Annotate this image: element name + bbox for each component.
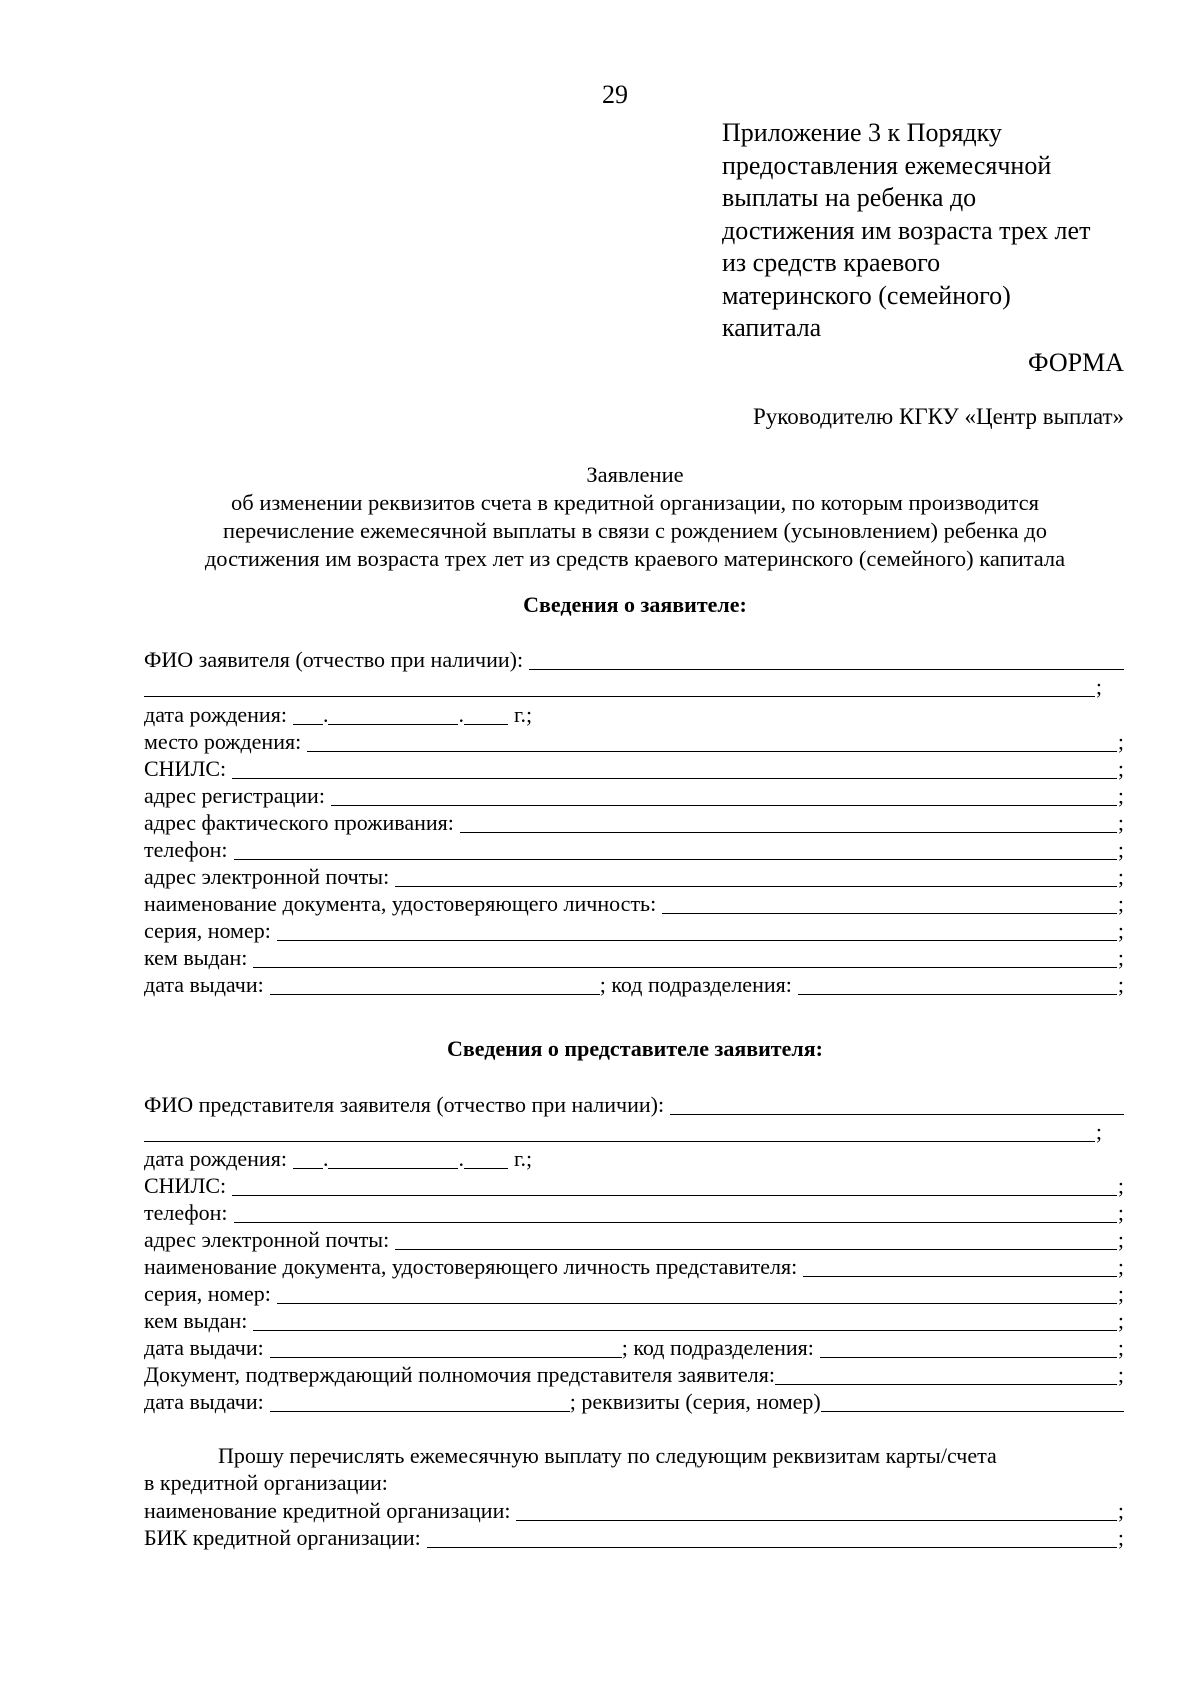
rep-snils-input[interactable] bbox=[232, 1175, 1117, 1196]
addressee: Руководителю КГКУ «Центр выплат» bbox=[752, 404, 1124, 429]
field-end: ; bbox=[1117, 1173, 1124, 1198]
rep-authority-doc-field[interactable] bbox=[144, 1360, 1124, 1388]
bank-name-field[interactable] bbox=[144, 1496, 1124, 1524]
field-end: ; bbox=[1117, 1254, 1124, 1279]
field-label: ФИО представителя заявителя (отчество при наличии): bbox=[144, 1092, 665, 1117]
rep-email-input[interactable] bbox=[395, 1229, 1117, 1250]
field-label: адрес электронной почты: bbox=[144, 1227, 390, 1252]
year-suffix: г.; bbox=[513, 1146, 533, 1171]
field-end: ; bbox=[1117, 810, 1124, 835]
field-end: ; bbox=[1117, 1281, 1124, 1306]
appendix-line: предоставления ежемесячной bbox=[722, 150, 1052, 180]
request-line: Прошу перечислять ежемесячную выплату по следующим реквизитам карты/счета bbox=[218, 1443, 997, 1468]
field-end: ; bbox=[1095, 1119, 1102, 1144]
field-end: ; bbox=[1117, 972, 1124, 997]
field-label: наименование документа, удостоверяющего личность: bbox=[144, 891, 657, 916]
field-end: ; bbox=[1117, 1308, 1124, 1333]
applicant-phone-field[interactable] bbox=[144, 835, 1124, 863]
appendix-line: достижения им возраста трех лет bbox=[722, 215, 1091, 245]
field-label: кем выдан: bbox=[144, 1308, 248, 1333]
snils-input[interactable] bbox=[232, 758, 1117, 779]
applicant-snils-field[interactable] bbox=[144, 754, 1124, 782]
actual-address-input[interactable] bbox=[460, 812, 1117, 833]
issue-date-input[interactable] bbox=[270, 974, 600, 995]
rep-birth-day-input[interactable] bbox=[293, 1148, 323, 1169]
rep-id-doc-field[interactable] bbox=[144, 1252, 1124, 1280]
rep-issue-date-field[interactable] bbox=[144, 1333, 1124, 1361]
representative-heading: Сведения о представителе заявителя: bbox=[447, 1036, 823, 1061]
field-label: СНИЛС: bbox=[144, 1173, 227, 1198]
applicant-reg-address-field[interactable] bbox=[144, 781, 1124, 809]
rep-fio-input[interactable] bbox=[670, 1094, 1124, 1115]
title-line: достижения им возраста трех лет из средств краевого материнского (семейного) капитала bbox=[204, 546, 1066, 571]
rep-fio-input-2[interactable] bbox=[144, 1121, 1095, 1142]
rep-dept-code-input[interactable] bbox=[820, 1337, 1117, 1358]
rep-snils-field[interactable] bbox=[144, 1171, 1124, 1199]
rep-email-field[interactable] bbox=[144, 1225, 1124, 1253]
bik-input[interactable] bbox=[427, 1527, 1117, 1548]
birth-year-input[interactable] bbox=[464, 704, 508, 725]
field-end: ; bbox=[1117, 918, 1124, 943]
rep-id-doc-input[interactable] bbox=[803, 1256, 1117, 1277]
rep-series-field[interactable] bbox=[144, 1279, 1124, 1307]
appendix-line: капитала bbox=[722, 313, 822, 342]
rep-phone-input[interactable] bbox=[234, 1202, 1117, 1223]
rep-birth-date-field[interactable] bbox=[144, 1144, 1124, 1172]
applicant-birth-date-field[interactable] bbox=[144, 700, 1124, 728]
field-label: ; код подразделения: bbox=[621, 1335, 814, 1360]
field-end: ; bbox=[1117, 756, 1124, 781]
birth-day-input[interactable] bbox=[293, 704, 323, 725]
applicant-birth-place-field[interactable] bbox=[144, 727, 1124, 755]
bik-field[interactable] bbox=[144, 1523, 1124, 1551]
birth-month-input[interactable] bbox=[328, 704, 458, 725]
applicant-issued-by-field[interactable] bbox=[144, 943, 1124, 971]
appendix-line: Приложение 3 к Порядку bbox=[722, 118, 1002, 147]
field-end: ; bbox=[1117, 783, 1124, 808]
date-dot: . bbox=[458, 1146, 464, 1171]
field-label: Документ, подтверждающий полномочия представителя заявителя: bbox=[144, 1362, 776, 1387]
field-label: СНИЛС: bbox=[144, 756, 227, 781]
field-end: ; bbox=[1117, 729, 1124, 754]
field-label: адрес регистрации: bbox=[144, 783, 325, 808]
email-input[interactable] bbox=[395, 866, 1117, 887]
title-line: перечисление ежемесячной выплаты в связи с рождением (усыновлением) ребенка до bbox=[223, 518, 1047, 543]
reg-address-input[interactable] bbox=[331, 785, 1117, 806]
field-end: ; bbox=[1117, 1227, 1124, 1252]
birth-place-input[interactable] bbox=[307, 731, 1117, 752]
bank-name-input[interactable] bbox=[516, 1500, 1116, 1521]
page-number: 29 bbox=[602, 80, 628, 109]
year-suffix: г.; bbox=[513, 702, 533, 727]
applicant-email-field[interactable] bbox=[144, 862, 1124, 890]
field-end: ; bbox=[1117, 1498, 1124, 1523]
appendix-line: материнского (семейного) bbox=[722, 280, 1011, 310]
rep-issued-by-field[interactable] bbox=[144, 1306, 1124, 1334]
field-label: адрес электронной почты: bbox=[144, 864, 390, 889]
field-end: ; bbox=[1117, 891, 1124, 916]
rep-issue-date-input[interactable] bbox=[270, 1337, 622, 1358]
field-label: дата выдачи: bbox=[144, 972, 264, 997]
field-label: кем выдан: bbox=[144, 945, 248, 970]
field-label: адрес фактического проживания: bbox=[144, 810, 454, 835]
field-label: серия, номер: bbox=[144, 918, 271, 943]
title-word: Заявление bbox=[586, 462, 684, 487]
field-end: ; bbox=[1117, 864, 1124, 889]
field-end: ; bbox=[1117, 1362, 1124, 1387]
applicant-actual-address-field[interactable] bbox=[144, 808, 1124, 836]
field-label: наименование документа, удостоверяющего личность представителя: bbox=[144, 1254, 798, 1279]
field-label: ФИО заявителя (отчество при наличии): bbox=[144, 647, 524, 672]
appendix-line: выплаты на ребенка до bbox=[722, 183, 977, 212]
fio-input-line-2[interactable] bbox=[144, 676, 1095, 697]
field-label: БИК кредитной организации: bbox=[144, 1525, 421, 1550]
field-label: серия, номер: bbox=[144, 1281, 271, 1306]
series-input[interactable] bbox=[277, 920, 1117, 941]
applicant-heading: Сведения о заявителе: bbox=[523, 592, 747, 617]
field-label: место рождения: bbox=[144, 729, 302, 754]
field-label: дата рождения: bbox=[144, 702, 287, 727]
rep-birth-year-input[interactable] bbox=[464, 1148, 508, 1169]
authority-doc-input[interactable] bbox=[775, 1364, 1117, 1385]
rep-series-input[interactable] bbox=[277, 1283, 1117, 1304]
dept-code-input[interactable] bbox=[798, 974, 1117, 995]
field-end: ; bbox=[1117, 1335, 1124, 1360]
field-label: наименование кредитной организации: bbox=[144, 1498, 511, 1523]
field-label: ; реквизиты (серия, номер) bbox=[569, 1389, 821, 1414]
field-end: ; bbox=[1117, 1525, 1124, 1550]
title-line: об изменении реквизитов счета в кредитной организации, по которым производится bbox=[231, 490, 1039, 515]
request-paragraph bbox=[144, 1442, 1124, 1496]
appendix-line: из средств краевого bbox=[722, 248, 941, 277]
rep-birth-month-input[interactable] bbox=[328, 1148, 458, 1169]
date-dot: . bbox=[322, 702, 329, 727]
authority-details-input[interactable] bbox=[821, 1391, 1124, 1412]
field-label: дата рождения: bbox=[144, 1146, 287, 1171]
rep-issued-by-input[interactable] bbox=[253, 1310, 1117, 1331]
field-label: телефон: bbox=[144, 837, 228, 862]
rep-fio-continuation[interactable] bbox=[144, 1117, 1102, 1145]
issued-by-input[interactable] bbox=[253, 947, 1117, 968]
applicant-id-doc-field[interactable] bbox=[144, 889, 1124, 917]
applicant-series-field[interactable] bbox=[144, 916, 1124, 944]
authority-date-input[interactable] bbox=[270, 1391, 570, 1412]
field-end: ; bbox=[1117, 837, 1124, 862]
field-end: ; bbox=[1117, 1200, 1124, 1225]
phone-input[interactable] bbox=[234, 839, 1117, 860]
field-label: дата выдачи: bbox=[144, 1335, 264, 1360]
form-label: ФОРМА bbox=[1028, 348, 1124, 377]
rep-authority-date-field[interactable] bbox=[144, 1387, 1124, 1415]
document-title bbox=[140, 461, 1130, 573]
field-label: телефон: bbox=[144, 1200, 228, 1225]
rep-fio-field[interactable] bbox=[144, 1090, 1124, 1118]
applicant-fio-continuation[interactable] bbox=[144, 672, 1102, 700]
field-end: ; bbox=[1095, 674, 1102, 699]
fio-input-line[interactable] bbox=[529, 649, 1124, 670]
field-label: дата выдачи: bbox=[144, 1389, 264, 1414]
request-line: в кредитной организации: bbox=[144, 1470, 388, 1495]
id-doc-input[interactable] bbox=[662, 893, 1117, 914]
applicant-fio-field[interactable] bbox=[144, 645, 1124, 673]
date-dot: . bbox=[322, 1146, 329, 1171]
appendix-note bbox=[722, 117, 1132, 345]
applicant-issue-date-field[interactable] bbox=[144, 970, 1124, 998]
field-end: ; bbox=[1117, 945, 1124, 970]
rep-phone-field[interactable] bbox=[144, 1198, 1124, 1226]
field-label: ; код подразделения: bbox=[599, 972, 792, 997]
date-dot: . bbox=[458, 702, 464, 727]
